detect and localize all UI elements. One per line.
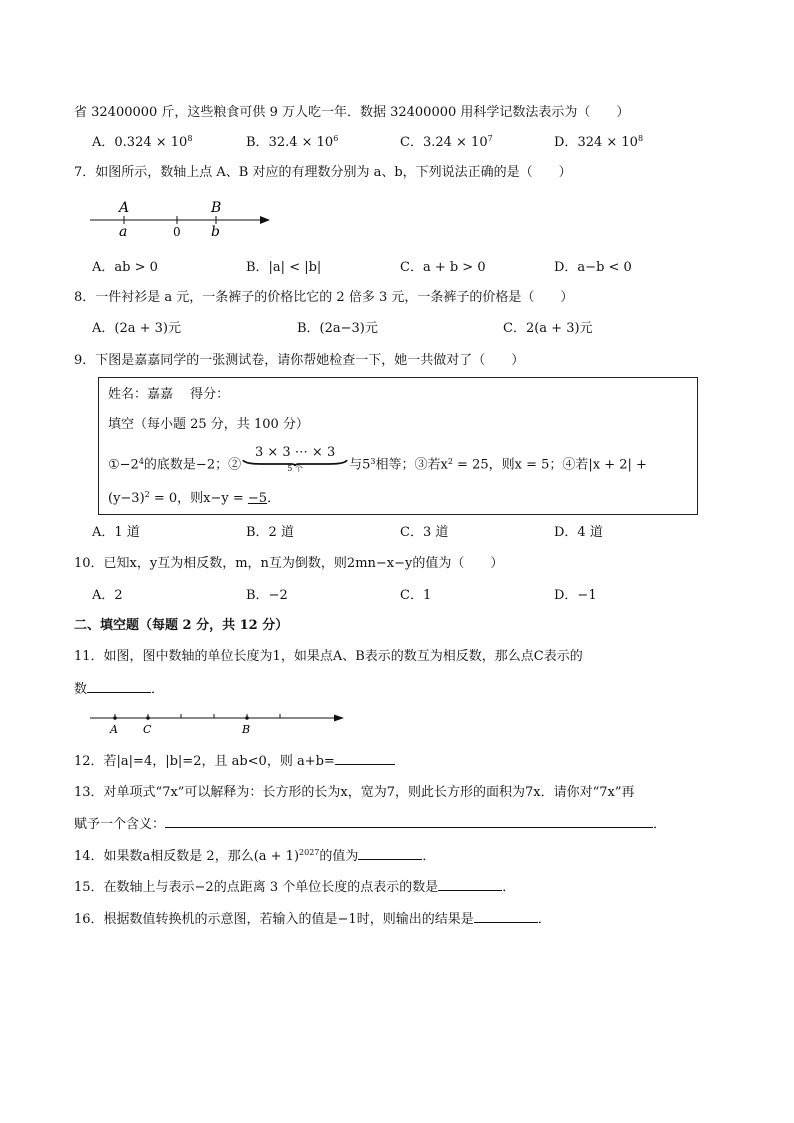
q9-option-c[interactable]: C．3 道 [400, 525, 449, 540]
q6-text: 省 32400000 斤，这些粮食可供 9 万人吃一年．数据 32400000 用科学记数法表示为（ ） [74, 105, 630, 120]
number-line-arrow [334, 715, 344, 722]
q7-option-c[interactable]: C．a + b > 0 [400, 260, 486, 275]
q7-option-d[interactable]: D．a−b < 0 [554, 260, 632, 275]
q13-answer-blank[interactable] [165, 815, 653, 828]
q8-option-c[interactable]: C．2(a + 3)元 [503, 321, 593, 336]
underbrace-product: 3 × 3 ⋯ × 3 5 个 [241, 446, 349, 476]
q12-text: 12．若|a|=4，|b|=2，且 ab<0，则 a+b= [74, 752, 395, 771]
label-A: A [110, 723, 118, 736]
q7-number-line-figure [84, 196, 284, 242]
q6-option-c[interactable]: C．$3.24 \times 10^7$ [400, 134, 493, 150]
q14-answer-blank[interactable] [358, 847, 422, 860]
label-B: B [211, 200, 222, 216]
q9-option-a[interactable]: A．1 道 [92, 525, 140, 540]
q11-text2: 数 ． [74, 682, 165, 697]
q12-answer-blank[interactable] [335, 752, 395, 765]
q7-option-b[interactable]: B．|a| < |b| [246, 260, 322, 275]
q10-option-c[interactable]: C．1 [400, 588, 432, 603]
point-C [146, 716, 150, 720]
number-line-arrow [260, 216, 270, 224]
q13-text2: 赋予一个含义： ． [74, 817, 667, 832]
label-0: 0 [173, 225, 181, 239]
q16-text: 16．根据数值转换机的示意图，若输入的值是−1时，则输出的结果是 ． [74, 912, 551, 927]
label-a: a [119, 224, 128, 240]
q9-text: 9．下图是嘉嘉同学的一张测试卷，请你帮她检查一下，她一共做对了（ ） [74, 353, 525, 368]
q10-option-a[interactable]: A．2 [92, 588, 123, 603]
section-2-title: 二、填空题（每题 2 分，共 12 分） [74, 618, 289, 633]
q16-answer-blank[interactable] [474, 910, 538, 923]
q15-text: 15．在数轴上与表示−2的点距离 3 个单位长度的点表示的数是 ． [74, 880, 516, 895]
test-paper-line3: $①-2^4$的底数是−2；② 3 × 3 ⋯ × 3 5 个 与$5^3$相等；③若$x^2 = 25$，则x = 5；④若|x + 2| + [108, 454, 647, 476]
q9-option-d[interactable]: D．4 道 [554, 525, 603, 540]
test-paper-line4: $(y-3)^2 = 0$，则x−y = −5． [108, 490, 281, 506]
q7-option-a[interactable]: A．ab > 0 [92, 260, 158, 275]
q7-text: 7．如图所示，数轴上点 A、B 对应的有理数分别为 a、b，下列说法正确的是（ ） [74, 165, 572, 180]
q11-number-line-figure [86, 708, 356, 736]
q11-text: 11．如图，图中数轴的单位长度为1，如果点A、B表示的数互为相反数，那么点C表示的 [74, 649, 583, 664]
label-b: b [211, 224, 220, 240]
point-B [245, 716, 249, 720]
q6-option-b[interactable]: B．$32.4 \times 10^6$ [246, 134, 339, 150]
q14-text: 14．如果数a相反数是 2，那么$(a + 1)^{2027}$的值为 ． [74, 848, 436, 864]
q6-option-d[interactable]: D．$324 \times 10^8$ [554, 134, 644, 150]
label-B: B [242, 723, 251, 736]
point-A [113, 716, 117, 720]
label-C: C [143, 723, 152, 736]
q15-answer-blank[interactable] [438, 878, 502, 891]
q8-text: 8．一件衬衫是 a 元，一条裤子的价格比它的 2 倍多 3 元，一条裤子的价格是（ ） [74, 290, 574, 305]
q11-answer-blank[interactable] [87, 680, 151, 693]
q8-option-a[interactable]: A．(2a + 3)元 [92, 321, 181, 336]
q13-text: 13．对单项式“7x”可以解释为：长方形的长为x，宽为7，则此长方形的面积为7x．请你对“7x”再 [74, 785, 635, 800]
q9-option-b[interactable]: B．2 道 [246, 525, 294, 540]
label-A: A [119, 200, 130, 216]
q6-option-a[interactable]: A．$0.324 \times 10^8$ [92, 134, 193, 150]
q10-text: 10．已知x，y互为相反数，m，n互为倒数，则2mn−x−y的值为（ ） [74, 556, 504, 571]
q10-option-d[interactable]: D．−1 [554, 588, 597, 603]
test-paper-heading: 填空（每小题 25 分，共 100 分） [108, 417, 309, 432]
q10-option-b[interactable]: B．−2 [246, 588, 288, 603]
test-paper-name-line: 姓名：嘉嘉 得分： [108, 387, 230, 402]
q8-option-b[interactable]: B．(2a−3)元 [297, 321, 378, 336]
